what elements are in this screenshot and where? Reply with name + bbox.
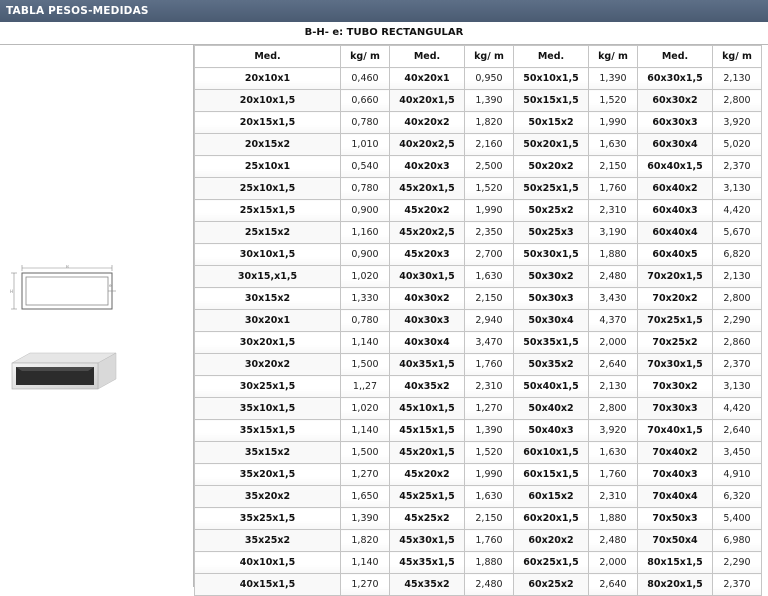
cell-measure: 80x20x1,5 — [638, 574, 713, 596]
cell-measure: 70x40x3 — [638, 464, 713, 486]
cell-measure: 35x25x1,5 — [195, 508, 341, 530]
table-row — [195, 134, 762, 156]
cell-measure: 40x30x4 — [390, 332, 465, 354]
cell-measure: 50x15x2 — [514, 112, 589, 134]
cell-weight: 4,910 — [713, 464, 762, 486]
content-area — [0, 45, 768, 590]
cell-measure: 30x20x1,5 — [195, 332, 341, 354]
column-header-kg: kg/ m — [341, 46, 390, 68]
cell-weight: 1,140 — [341, 420, 390, 442]
cell-weight: 2,370 — [713, 574, 762, 596]
cell-measure: 25x10x1 — [195, 156, 341, 178]
cell-weight: 1,760 — [589, 464, 638, 486]
cell-weight: 3,430 — [589, 288, 638, 310]
cell-measure: 70x30x1,5 — [638, 354, 713, 376]
cell-weight: 2,800 — [713, 288, 762, 310]
table-row — [195, 288, 762, 310]
cell-weight: 2,310 — [465, 376, 514, 398]
cell-measure: 60x25x2 — [514, 574, 589, 596]
cell-weight: 1,140 — [341, 332, 390, 354]
column-header-kg: kg/ m — [465, 46, 514, 68]
table-row — [195, 266, 762, 288]
cell-weight: 2,800 — [589, 398, 638, 420]
cell-measure: 60x30x3 — [638, 112, 713, 134]
cell-weight: 1,880 — [589, 508, 638, 530]
cell-measure: 20x15x2 — [195, 134, 341, 156]
cell-measure: 70x20x2 — [638, 288, 713, 310]
table-row — [195, 310, 762, 332]
cell-weight: 1,270 — [465, 398, 514, 420]
cell-measure: 45x20x3 — [390, 244, 465, 266]
cell-weight: 2,290 — [713, 310, 762, 332]
cell-weight: 2,150 — [589, 156, 638, 178]
cell-measure: 20x10x1 — [195, 68, 341, 90]
cell-weight: 4,420 — [713, 200, 762, 222]
cell-weight: 1,820 — [341, 530, 390, 552]
cell-weight: 0,540 — [341, 156, 390, 178]
table-header-row — [195, 46, 762, 68]
cell-measure: 70x20x1,5 — [638, 266, 713, 288]
cell-measure: 25x10x1,5 — [195, 178, 341, 200]
cell-measure: 45x20x1,5 — [390, 178, 465, 200]
cell-measure: 80x15x1,5 — [638, 552, 713, 574]
cell-measure: 40x35x2 — [390, 376, 465, 398]
cell-measure: 70x30x2 — [638, 376, 713, 398]
table-row — [195, 574, 762, 596]
cell-weight: 2,860 — [713, 332, 762, 354]
cell-weight: 0,900 — [341, 244, 390, 266]
cell-weight: 2,350 — [465, 222, 514, 244]
cell-weight: 2,160 — [465, 134, 514, 156]
cell-measure: 40x20x3 — [390, 156, 465, 178]
column-header-med: Med. — [195, 46, 341, 68]
table-row — [195, 178, 762, 200]
cell-measure: 40x30x1,5 — [390, 266, 465, 288]
cell-measure: 45x10x1,5 — [390, 398, 465, 420]
table-row — [195, 354, 762, 376]
cell-measure: 50x30x1,5 — [514, 244, 589, 266]
svg-text:H: H — [10, 289, 14, 294]
cell-weight: 1,010 — [341, 134, 390, 156]
weights-table — [194, 45, 762, 596]
cell-weight: 2,480 — [589, 266, 638, 288]
cell-weight: 2,290 — [713, 552, 762, 574]
cell-measure: 45x35x2 — [390, 574, 465, 596]
cell-weight: 2,370 — [713, 156, 762, 178]
cell-weight: 1,500 — [341, 354, 390, 376]
cell-weight: 3,470 — [465, 332, 514, 354]
cell-measure: 25x15x2 — [195, 222, 341, 244]
cell-measure: 30x15x2 — [195, 288, 341, 310]
rectangular-tube-section-drawing-icon — [8, 265, 120, 313]
cell-weight: 1,630 — [589, 442, 638, 464]
cell-measure: 60x40x3 — [638, 200, 713, 222]
cell-weight: 0,780 — [341, 310, 390, 332]
cell-measure: 45x25x1,5 — [390, 486, 465, 508]
table-row — [195, 376, 762, 398]
table-row — [195, 552, 762, 574]
table-row — [195, 244, 762, 266]
page-header — [0, 0, 768, 22]
cell-measure: 45x30x1,5 — [390, 530, 465, 552]
table-row — [195, 464, 762, 486]
cell-weight: 0,780 — [341, 178, 390, 200]
cell-measure: 45x20x1,5 — [390, 442, 465, 464]
table-row — [195, 442, 762, 464]
cell-measure: 60x30x1,5 — [638, 68, 713, 90]
cell-weight: 1,760 — [465, 354, 514, 376]
cell-weight: 2,000 — [589, 332, 638, 354]
cell-measure: 60x20x2 — [514, 530, 589, 552]
cell-weight: 5,670 — [713, 222, 762, 244]
cell-measure: 40x15x1,5 — [195, 574, 341, 596]
cell-measure: 40x30x3 — [390, 310, 465, 332]
column-header-med: Med. — [638, 46, 713, 68]
cell-weight: 1,630 — [589, 134, 638, 156]
cell-weight: 1,390 — [465, 90, 514, 112]
cell-measure: 40x20x2 — [390, 112, 465, 134]
svg-text:B: B — [66, 265, 69, 269]
cell-measure: 70x40x2 — [638, 442, 713, 464]
cell-weight: 1,390 — [341, 508, 390, 530]
cell-measure: 40x20x1 — [390, 68, 465, 90]
cell-measure: 50x40x3 — [514, 420, 589, 442]
cell-measure: 30x25x1,5 — [195, 376, 341, 398]
cell-weight: 2,370 — [713, 354, 762, 376]
cell-weight: 2,800 — [713, 90, 762, 112]
cell-measure: 70x30x3 — [638, 398, 713, 420]
table-row — [195, 112, 762, 134]
cell-weight: 1,160 — [341, 222, 390, 244]
cell-measure: 50x25x3 — [514, 222, 589, 244]
cell-measure: 30x20x2 — [195, 354, 341, 376]
cell-weight: 5,400 — [713, 508, 762, 530]
cell-measure: 50x25x1,5 — [514, 178, 589, 200]
cell-weight: 2,130 — [713, 266, 762, 288]
cell-weight: 3,450 — [713, 442, 762, 464]
cell-weight: 1,390 — [589, 68, 638, 90]
cell-measure: 50x35x2 — [514, 354, 589, 376]
cell-weight: 1,140 — [341, 552, 390, 574]
cell-weight: 2,480 — [465, 574, 514, 596]
cell-measure: 60x20x1,5 — [514, 508, 589, 530]
cell-measure: 35x20x1,5 — [195, 464, 341, 486]
cell-weight: 2,480 — [589, 530, 638, 552]
cell-measure: 20x15x1,5 — [195, 112, 341, 134]
table-row — [195, 200, 762, 222]
cell-measure: 40x20x2,5 — [390, 134, 465, 156]
cell-measure: 60x40x4 — [638, 222, 713, 244]
table-row — [195, 486, 762, 508]
cell-measure: 70x50x3 — [638, 508, 713, 530]
cell-weight: 6,980 — [713, 530, 762, 552]
cell-weight: 1,630 — [465, 486, 514, 508]
cell-weight: 4,370 — [589, 310, 638, 332]
cell-measure: 60x40x1,5 — [638, 156, 713, 178]
cell-measure: 35x15x1,5 — [195, 420, 341, 442]
cell-measure: 70x25x1,5 — [638, 310, 713, 332]
cell-weight: 2,150 — [465, 288, 514, 310]
cell-measure: 60x15x2 — [514, 486, 589, 508]
cell-weight: 2,940 — [465, 310, 514, 332]
cell-measure: 30x20x1 — [195, 310, 341, 332]
cell-weight: 1,990 — [465, 464, 514, 486]
cell-weight: 3,920 — [589, 420, 638, 442]
cell-measure: 50x10x1,5 — [514, 68, 589, 90]
cell-measure: 60x40x2 — [638, 178, 713, 200]
cell-weight: 2,150 — [465, 508, 514, 530]
cell-measure: 70x50x4 — [638, 530, 713, 552]
cell-weight: 0,780 — [341, 112, 390, 134]
cell-measure: 40x35x1,5 — [390, 354, 465, 376]
cell-measure: 45x20x2 — [390, 200, 465, 222]
column-header-med: Med. — [514, 46, 589, 68]
cell-measure: 35x10x1,5 — [195, 398, 341, 420]
cell-weight: 1,,27 — [341, 376, 390, 398]
cell-measure: 45x25x2 — [390, 508, 465, 530]
cell-measure: 50x30x4 — [514, 310, 589, 332]
table-row — [195, 420, 762, 442]
cell-measure: 50x15x1,5 — [514, 90, 589, 112]
cell-weight: 2,130 — [589, 376, 638, 398]
cell-weight: 1,520 — [465, 442, 514, 464]
cell-measure: 70x40x1,5 — [638, 420, 713, 442]
table-row — [195, 332, 762, 354]
cell-weight: 1,500 — [341, 442, 390, 464]
cell-weight: 2,500 — [465, 156, 514, 178]
cell-measure: 35x25x2 — [195, 530, 341, 552]
cell-weight: 1,270 — [341, 574, 390, 596]
cell-weight: 1,520 — [589, 90, 638, 112]
image-panel — [0, 45, 194, 587]
cell-weight: 2,640 — [589, 354, 638, 376]
cell-weight: 5,020 — [713, 134, 762, 156]
cell-weight: 1,650 — [341, 486, 390, 508]
cell-measure: 60x25x1,5 — [514, 552, 589, 574]
cell-measure: 50x30x2 — [514, 266, 589, 288]
cell-weight: 0,900 — [341, 200, 390, 222]
cell-weight: 3,190 — [589, 222, 638, 244]
cell-weight: 3,130 — [713, 376, 762, 398]
table-row — [195, 508, 762, 530]
cell-weight: 1,990 — [465, 200, 514, 222]
cell-measure: 60x15x1,5 — [514, 464, 589, 486]
cell-measure: 40x20x1,5 — [390, 90, 465, 112]
cell-measure: 50x35x1,5 — [514, 332, 589, 354]
cell-weight: 1,880 — [465, 552, 514, 574]
cell-weight: 1,020 — [341, 266, 390, 288]
cell-measure: 70x40x4 — [638, 486, 713, 508]
cell-weight: 0,660 — [341, 90, 390, 112]
cell-weight: 3,130 — [713, 178, 762, 200]
cell-weight: 2,310 — [589, 200, 638, 222]
table-row — [195, 156, 762, 178]
table-row — [195, 398, 762, 420]
cell-weight: 2,000 — [589, 552, 638, 574]
cell-measure: 25x15x1,5 — [195, 200, 341, 222]
cell-measure: 30x10x1,5 — [195, 244, 341, 266]
cell-measure: 35x15x2 — [195, 442, 341, 464]
cell-weight: 2,310 — [589, 486, 638, 508]
svg-text:e: e — [109, 283, 112, 288]
rectangular-tube-3d-render-icon — [8, 347, 120, 399]
cell-weight: 6,320 — [713, 486, 762, 508]
cell-weight: 0,460 — [341, 68, 390, 90]
cell-weight: 1,390 — [465, 420, 514, 442]
cell-measure: 40x10x1,5 — [195, 552, 341, 574]
cell-weight: 0,950 — [465, 68, 514, 90]
table-row — [195, 68, 762, 90]
cell-measure: 50x25x2 — [514, 200, 589, 222]
column-header-med: Med. — [390, 46, 465, 68]
cell-measure: 35x20x2 — [195, 486, 341, 508]
page-title: TABLA PESOS-MEDIDAS — [6, 5, 149, 17]
table-row — [195, 222, 762, 244]
cell-measure: 50x20x2 — [514, 156, 589, 178]
cell-weight: 2,130 — [713, 68, 762, 90]
cell-measure: 60x30x4 — [638, 134, 713, 156]
table-row — [195, 530, 762, 552]
cell-weight: 1,990 — [589, 112, 638, 134]
cell-weight: 6,820 — [713, 244, 762, 266]
cell-measure: 45x15x1,5 — [390, 420, 465, 442]
cell-weight: 1,020 — [341, 398, 390, 420]
cell-measure: 60x10x1,5 — [514, 442, 589, 464]
cell-measure: 50x40x1,5 — [514, 376, 589, 398]
cell-measure: 20x10x1,5 — [195, 90, 341, 112]
cell-weight: 1,520 — [465, 178, 514, 200]
table-subtitle: B-H- e: TUBO RECTANGULAR — [0, 22, 768, 45]
cell-weight: 1,330 — [341, 288, 390, 310]
cell-measure: 40x30x2 — [390, 288, 465, 310]
cell-weight: 2,640 — [589, 574, 638, 596]
cell-measure: 70x25x2 — [638, 332, 713, 354]
column-header-kg: kg/ m — [713, 46, 762, 68]
cell-weight: 4,420 — [713, 398, 762, 420]
cell-measure: 50x40x2 — [514, 398, 589, 420]
cell-weight: 1,820 — [465, 112, 514, 134]
cell-weight: 2,700 — [465, 244, 514, 266]
cell-weight: 1,760 — [589, 178, 638, 200]
cell-measure: 45x20x2 — [390, 464, 465, 486]
cell-weight: 1,760 — [465, 530, 514, 552]
cell-measure: 50x30x3 — [514, 288, 589, 310]
column-header-kg: kg/ m — [589, 46, 638, 68]
cell-measure: 60x30x2 — [638, 90, 713, 112]
cell-measure: 45x20x2,5 — [390, 222, 465, 244]
cell-measure: 45x35x1,5 — [390, 552, 465, 574]
cell-weight: 1,270 — [341, 464, 390, 486]
cell-measure: 50x20x1,5 — [514, 134, 589, 156]
table-row — [195, 90, 762, 112]
cell-weight: 1,630 — [465, 266, 514, 288]
cell-measure: 60x40x5 — [638, 244, 713, 266]
cell-weight: 3,920 — [713, 112, 762, 134]
cell-weight: 1,880 — [589, 244, 638, 266]
cell-measure: 30x15,x1,5 — [195, 266, 341, 288]
cell-weight: 2,640 — [713, 420, 762, 442]
